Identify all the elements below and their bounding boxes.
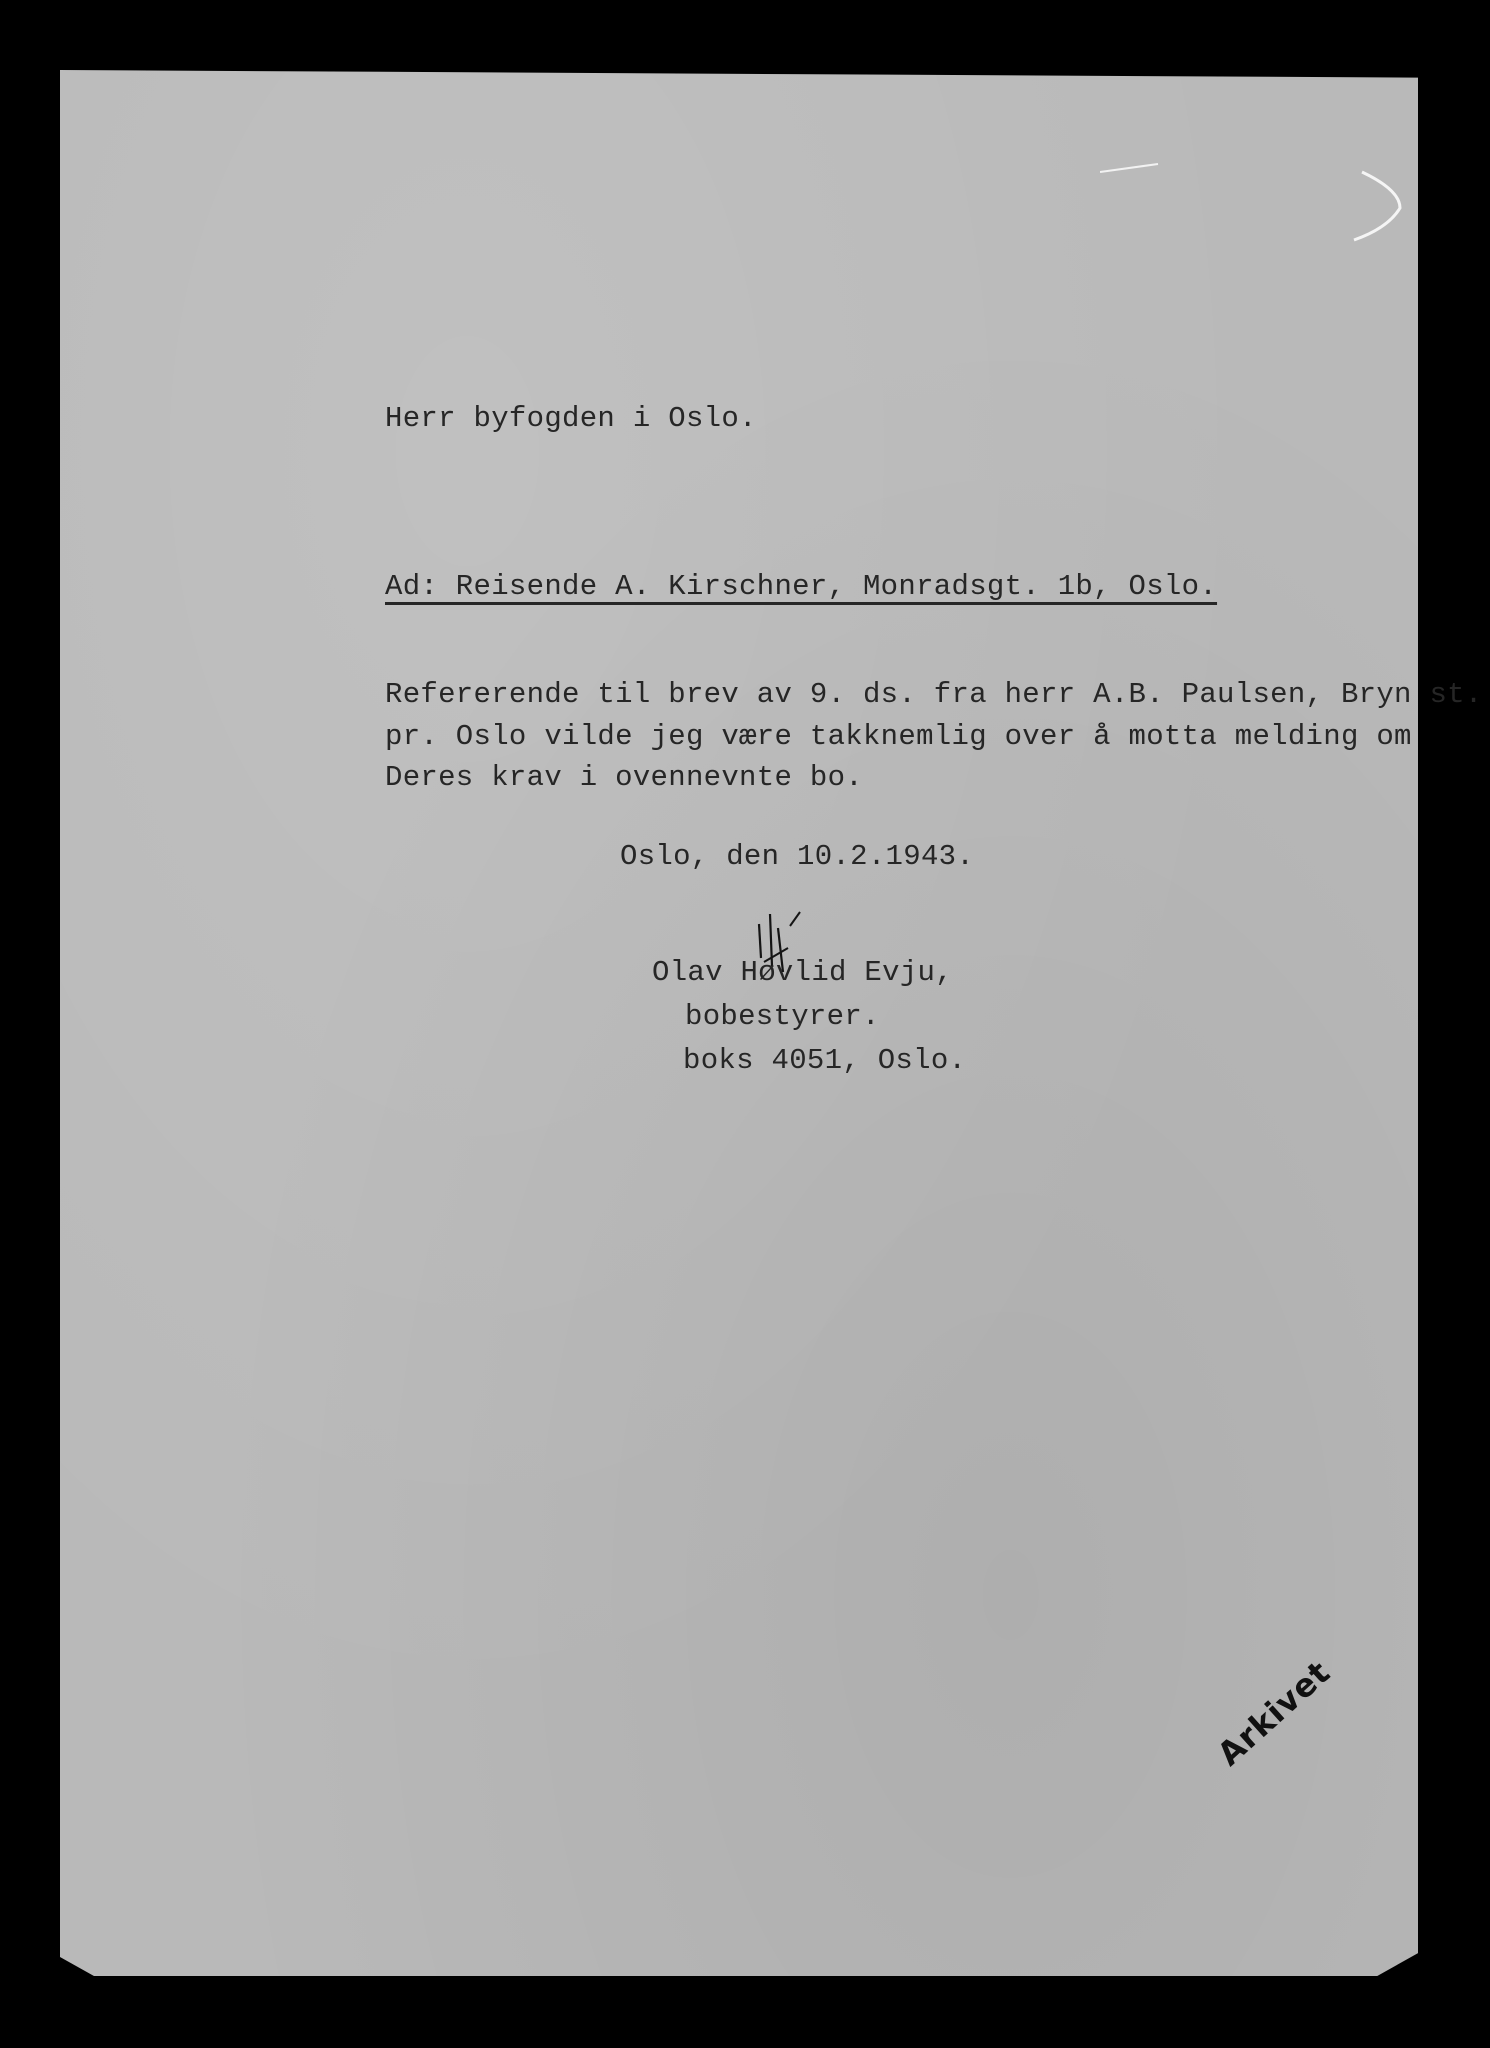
signature-title: bobestyrer. (685, 1000, 880, 1033)
signature-address: boks 4051, Oslo. (683, 1044, 967, 1077)
subject-line: Ad: Reisende A. Kirschner, Monradsgt. 1b, Oslo. (385, 570, 1218, 603)
body-line: pr. Oslo vilde jeg være takknemlig over å motta melding om (385, 720, 1412, 753)
body-line: Refererende til brev av 9. ds. fra herr A.B. Paulsen, Bryn st. (385, 678, 1483, 711)
date-line: Oslo, den 10.2.1943. (620, 840, 975, 873)
addressee-line: Herr byfogden i Oslo. (385, 402, 757, 435)
body-line: Deres krav i ovennevnte bo. (385, 761, 863, 794)
pencil-mark-icon (1100, 150, 1420, 260)
archive-stamp: Arkivet (1210, 1652, 1338, 1774)
signature-name: Olav Høvlid Evju, (652, 956, 953, 989)
